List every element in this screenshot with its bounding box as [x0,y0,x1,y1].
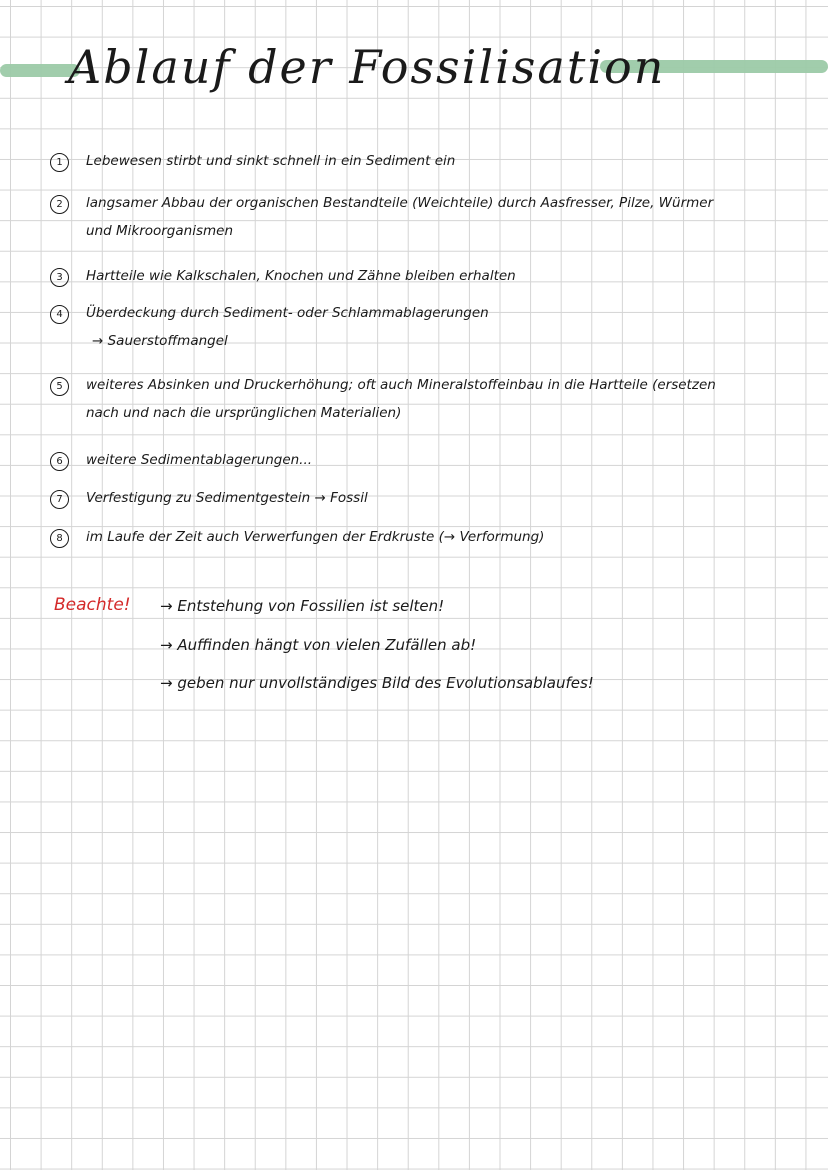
step-number-badge: 3 [50,268,69,287]
note-line-2: → Auffinden hängt von vielen Zufällen ab! [160,636,477,654]
step-number-badge: 2 [50,195,69,214]
step-text: weiteres Absinken und Druckerhöhung; oft auch Mineralstoffeinbau in die Hartteile (ersetzen [86,377,716,393]
step-text-continued: → Sauerstoffmangel [92,333,228,349]
note-line-1: → Entstehung von Fossilien ist selten! [160,597,445,615]
step-number-badge: 7 [50,490,69,509]
step-text: Hartteile wie Kalkschalen, Knochen und Zähne bleiben erhalten [86,268,516,284]
step-number-badge: 6 [50,452,69,471]
step-text: weitere Sedimentablagerungen... [86,452,313,468]
note-line-3: → geben nur unvollständiges Bild des Evolutionsablaufes! [160,674,594,692]
step-text-continued: und Mikroorganismen [86,223,234,239]
page-title: Ablauf der Fossilisation [68,40,666,94]
note-label: Beachte! [54,595,131,615]
step-1 [50,146,810,176]
step-6 [50,445,810,475]
step-3 [50,261,810,291]
step-text: im Laufe der Zeit auch Verwerfungen der Erdkruste (→ Verformung) [86,529,545,545]
step-8 [50,522,810,552]
step-text-continued: nach und nach die ursprünglichen Materialien) [86,405,402,421]
step-4 [50,298,810,354]
step-5 [50,370,810,426]
step-2 [50,188,810,244]
step-text: langsamer Abbau der organischen Bestandteile (Weichteile) durch Aasfresser, Pilze, Würmer [86,195,714,211]
step-7 [50,483,810,513]
step-text: Lebewesen stirbt und sinkt schnell in ein Sediment ein [86,153,456,169]
step-number-badge: 1 [50,153,69,172]
step-text: Verfestigung zu Sedimentgestein → Fossil [86,490,368,506]
step-text: Überdeckung durch Sediment- oder Schlammablagerungen [86,305,489,321]
step-number-badge: 5 [50,377,69,396]
step-number-badge: 8 [50,529,69,548]
step-number-badge: 4 [50,305,69,324]
